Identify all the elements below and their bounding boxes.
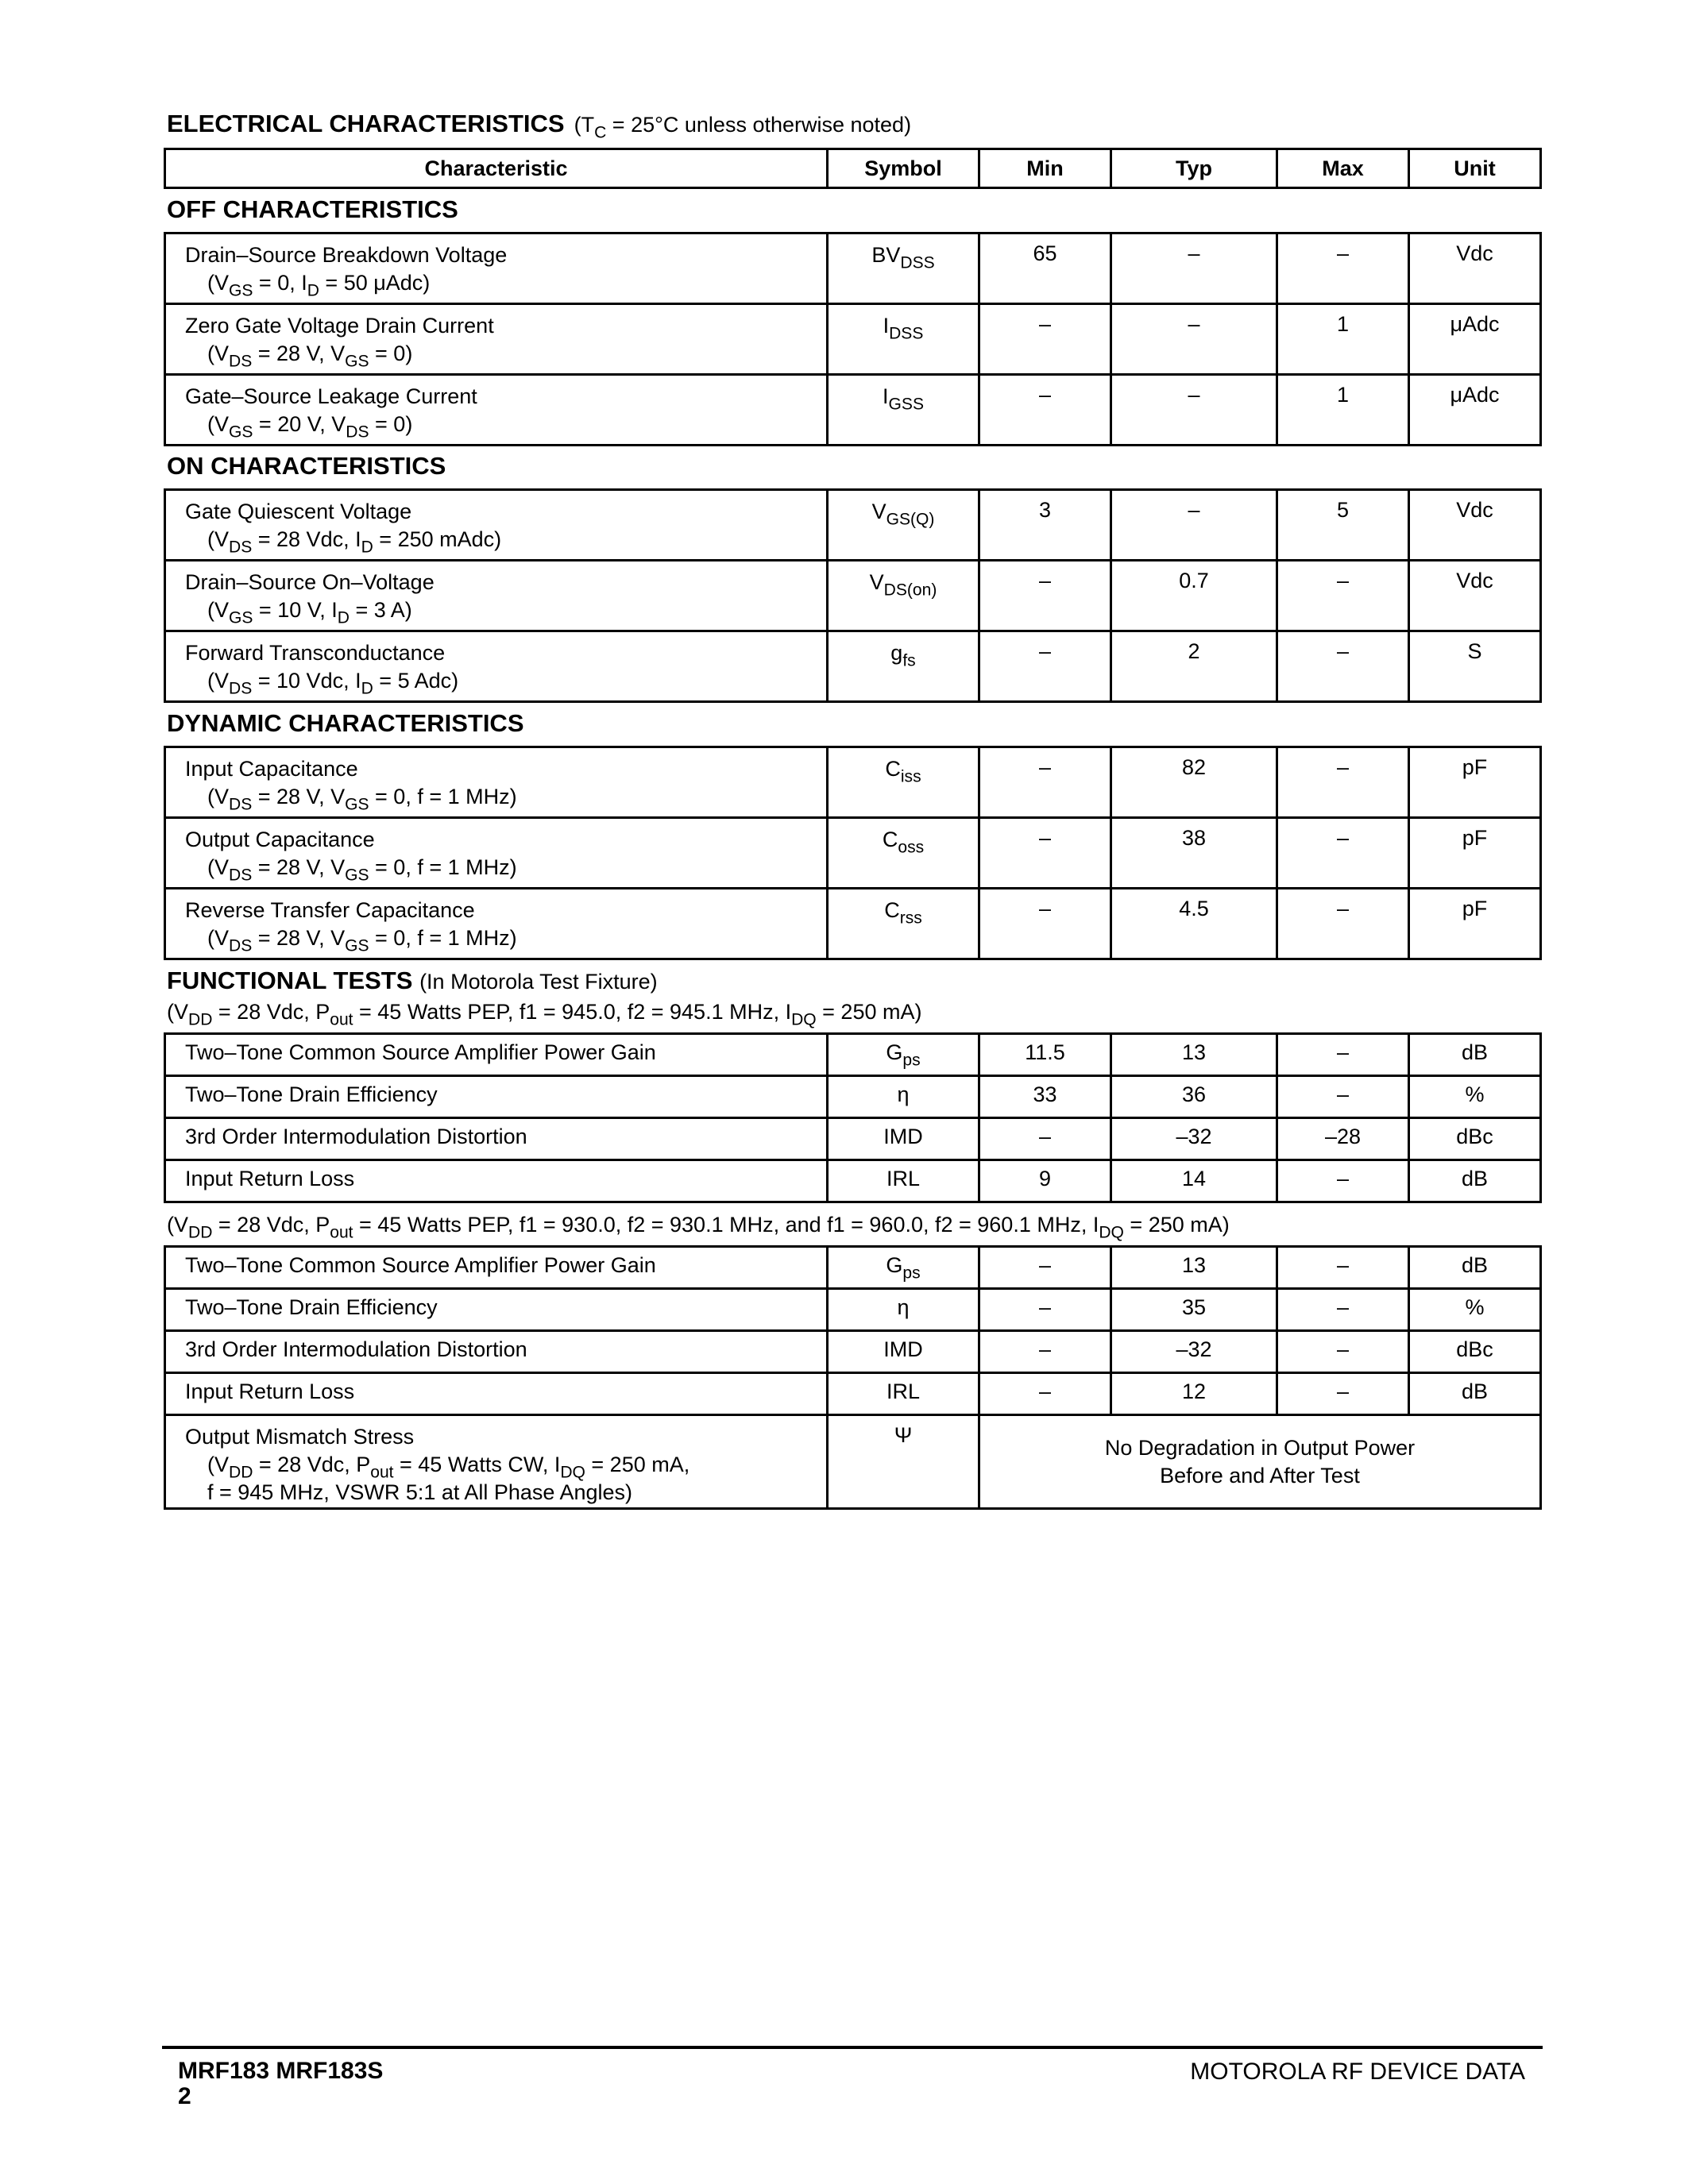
table-row: Input Return Loss IRL – 12 – dB (165, 1373, 1541, 1415)
footer-part-number: MRF183 MRF183S 2 (178, 2058, 384, 2109)
page-number: 2 (178, 2083, 191, 2109)
functional-heading: FUNCTIONAL TESTS (In Motorola Test Fixture) (167, 967, 658, 994)
table-row: Gate Quiescent Voltage ($V_{DS} = 28$ Vdc, $I_D = 250$ mAdc) $V_{GS(Q)}$ 3 – 5 Vdc (165, 490, 1541, 561)
table-row: Output Capacitance ($V_{DS} = 28$ V, $V_{GS} = 0$, f = 1 MHz) $C_{oss}$ – 38 – pF (165, 818, 1541, 889)
table-row: Gate–Source Leakage Current ($V_{GS} = 20$ V, $V_{DS} = 0$) $I_{GSS}$ – – 1 μAdc (165, 375, 1541, 446)
on-heading: ON CHARACTERISTICS (167, 452, 446, 480)
col-typ: Typ (1111, 149, 1277, 188)
on-table (164, 488, 1542, 703)
dynamic-heading: DYNAMIC CHARACTERISTICS (167, 709, 524, 737)
functional-table-2 (164, 1245, 1542, 1510)
col-min: Min (979, 149, 1111, 188)
col-unit: Unit (1409, 149, 1541, 188)
table-row: Input Return Loss IRL 9 14 – dB (165, 1160, 1541, 1202)
col-characteristic: Characteristic (165, 149, 828, 188)
off-table (164, 232, 1542, 446)
functional-conditions-2: ($V_{DD} = 28$ Vdc, $P_{out} = 45$ Watts PEP, f1 = 930.0, f2 = 930.1 MHz, and f1 = 960.0, f2 = 960.1 MHz, $I_{DQ} = 250$ mA) (167, 1213, 1230, 1242)
table-row: 3rd Order Intermodulation Distortion IMD – –32 – dBc (165, 1331, 1541, 1373)
table-row: Two–Tone Common Source Amplifier Power Gain $G_{ps}$ – 13 – dB (165, 1247, 1541, 1289)
dynamic-table (164, 746, 1542, 960)
table-row: Input Capacitance ($V_{DS} = 28$ V, $V_{GS} = 0$, f = 1 MHz) $C_{iss}$ – 82 – pF (165, 747, 1541, 818)
mismatch-result: No Degradation in Output Power Before and After Test (979, 1415, 1541, 1509)
functional-table-1 (164, 1032, 1542, 1203)
table-row: 3rd Order Intermodulation Distortion IMD – –32 –28 dBc (165, 1118, 1541, 1160)
table-row: Two–Tone Common Source Amplifier Power Gain $G_{ps}$ 11.5 13 – dB (165, 1034, 1541, 1076)
page-title: ELECTRICAL CHARACTERISTICS ($T_C = 25^\circ C$ unless otherwise noted) (167, 110, 912, 142)
functional-conditions-1: ($V_{DD} = 28$ Vdc, $P_{out} = 45$ Watts PEP, f1 = 945.0, f2 = 945.1 MHz, $I_{DQ} = 250$ mA) (167, 1000, 922, 1029)
table-row: Zero Gate Voltage Drain Current ($V_{DS} = 28$ V, $V_{GS} = 0$) $I_{DSS}$ – – 1 μAdc (165, 304, 1541, 375)
col-max: Max (1277, 149, 1409, 188)
footer-publication: MOTOROLA RF DEVICE DATA (1190, 2059, 1525, 2085)
col-symbol: Symbol (828, 149, 979, 188)
table-row: Forward Transconductance ($V_{DS} = 10$ Vdc, $I_D = 5$ Adc) $g_{fs}$ – 2 – S (165, 631, 1541, 702)
table-row: Two–Tone Drain Efficiency η 33 36 – % (165, 1076, 1541, 1118)
footer-divider (162, 2046, 1543, 2049)
off-heading: OFF CHARACTERISTICS (167, 195, 458, 223)
header-table (164, 148, 1542, 189)
table-row: Two–Tone Drain Efficiency η – 35 – % (165, 1289, 1541, 1331)
table-row: Reverse Transfer Capacitance ($V_{DS} = 28$ V, $V_{GS} = 0$, f = 1 MHz) $C_{rss}$ – 4.5 – pF (165, 889, 1541, 959)
table-row: Drain–Source Breakdown Voltage ($V_{GS} = 0$, $I_D = 50$ μAdc) $BV_{DSS}$ 65 – – Vdc (165, 233, 1541, 304)
table-row: Output Mismatch Stress ($V_{DD} = 28$ Vdc, $P_{out} = 45$ Watts CW, $I_{DQ} = 250$ mA, f = 945 MHz, VSWR 5:1 at All Phase Angles) Ψ No Degradation in Output Power Before and After Test (165, 1415, 1541, 1509)
table-row: Drain–Source On–Voltage ($V_{GS} = 10$ V, $I_D = 3$ A) $V_{DS(on)}$ – 0.7 – Vdc (165, 561, 1541, 631)
